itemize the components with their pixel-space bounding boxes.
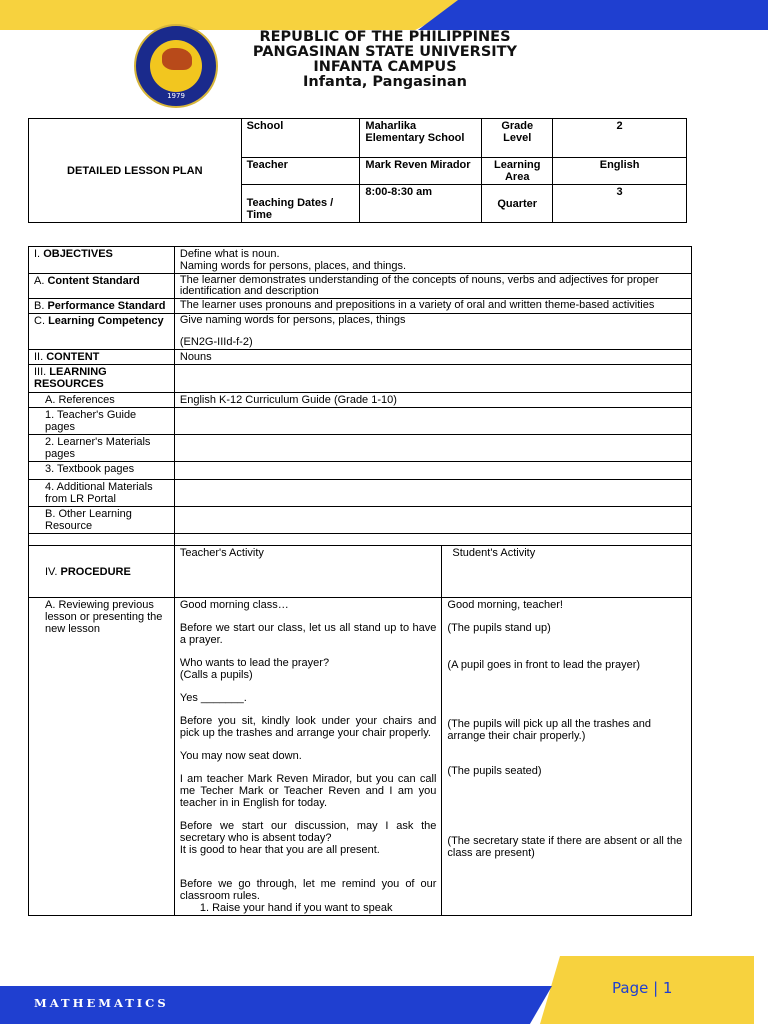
performance-standard-value: The learner uses pronouns and prepositions in a variety of oral and written theme-based activities bbox=[174, 299, 691, 314]
resources-label: LEARNING RESOURCES bbox=[34, 366, 107, 390]
teachers-guide-row bbox=[29, 408, 692, 435]
teacher-line-7: I am teacher Mark Reven Mirador, but you can call me Techer Mark or Teacher Reven and I am you teacher in in English for today. bbox=[179, 773, 437, 809]
top-blue-band bbox=[418, 0, 768, 30]
procedure-label: PROCEDURE bbox=[60, 565, 131, 578]
performance-standard-prefix: B. bbox=[34, 300, 45, 312]
teacher-line-8a: Before we start our discussion, may I ask the secretary who is absent today? bbox=[179, 820, 437, 844]
review-row bbox=[29, 598, 692, 916]
learners-materials-row bbox=[29, 435, 692, 462]
textbook-row bbox=[29, 462, 692, 480]
content-standard-row bbox=[29, 274, 692, 299]
competency-line1: Give naming words for persons, places, things bbox=[179, 314, 406, 326]
references-label: A. References bbox=[29, 393, 175, 408]
performance-standard-row bbox=[29, 299, 692, 314]
teacher-line-2: Before we start our class, let us all stand up to have a prayer. bbox=[179, 622, 437, 646]
objectives-line1: Define what is noun. bbox=[179, 248, 280, 260]
procedure-row bbox=[29, 546, 692, 598]
header-location: Infanta, Pangasinan bbox=[303, 74, 467, 90]
school-value: Maharlika Elementary School bbox=[360, 119, 482, 158]
dates-label: Teaching Dates / Time bbox=[241, 185, 360, 223]
teacher-activity-header: Teacher's Activity bbox=[174, 546, 442, 598]
references-row bbox=[29, 393, 692, 408]
area-value: English bbox=[553, 158, 687, 185]
teacher-activity-column bbox=[174, 598, 442, 916]
student-line-3: (A pupil goes in front to lead the prayer) bbox=[447, 659, 641, 671]
spacer-row bbox=[29, 534, 692, 546]
teacher-line-5: Before you sit, kindly look under your chairs and pick up the trashes and arrange your chair properly. bbox=[179, 715, 437, 739]
school-label: School bbox=[241, 119, 360, 158]
competency-prefix: C. bbox=[34, 315, 45, 327]
teacher-line-4: Yes _______. bbox=[179, 692, 247, 704]
resources-prefix: III. bbox=[34, 366, 47, 378]
area-label: Learning Area bbox=[482, 158, 553, 185]
dates-value: 8:00-8:30 am bbox=[360, 185, 482, 223]
competency-label: Learning Competency bbox=[48, 315, 164, 327]
competency-row bbox=[29, 314, 692, 350]
teacher-value: Mark Reven Mirador bbox=[360, 158, 482, 185]
content-standard-label: Content Standard bbox=[47, 275, 140, 287]
document-header bbox=[230, 30, 540, 90]
lesson-info-table bbox=[28, 118, 687, 223]
student-line-2: (The pupils stand up) bbox=[447, 622, 551, 634]
teacher-line-3a: Who wants to lead the prayer? bbox=[179, 657, 330, 669]
header-campus: INFANTA CAMPUS bbox=[313, 59, 457, 75]
teacher-line-10: 1. Raise your hand if you want to speak bbox=[199, 902, 393, 914]
university-seal-logo bbox=[134, 24, 218, 108]
student-line-6: (The pupils seated) bbox=[447, 765, 542, 777]
objectives-line2: Naming words for persons, places, and things. bbox=[179, 260, 407, 272]
quarter-value: 3 bbox=[553, 185, 687, 223]
header-university: PANGASINAN STATE UNIVERSITY bbox=[252, 44, 518, 60]
other-resource-label: B. Other Learning Resource bbox=[29, 507, 175, 534]
lion-icon bbox=[162, 48, 192, 70]
student-activity-header: Student's Activity bbox=[442, 546, 692, 598]
teacher-label: Teacher bbox=[241, 158, 360, 185]
grade-value: 2 bbox=[553, 119, 687, 158]
teacher-line-6: You may now seat down. bbox=[179, 750, 302, 762]
student-line-1: Good morning, teacher! bbox=[447, 599, 563, 611]
content-standard-value: The learner demonstrates understanding of the concepts of nouns, verbs and adjectives for proper identification and description bbox=[174, 274, 691, 299]
objectives-label: OBJECTIVES bbox=[43, 248, 113, 260]
content-row bbox=[29, 350, 692, 365]
additional-materials-label: 4. Additional Materials from LR Portal bbox=[29, 480, 175, 507]
lesson-plan-title: DETAILED LESSON PLAN bbox=[29, 119, 242, 223]
teacher-line-8b: It is good to hear that you are all present. bbox=[179, 844, 380, 856]
student-activity-column bbox=[442, 598, 692, 916]
grade-label: Grade Level bbox=[482, 119, 553, 158]
teachers-guide-label: 1. Teacher's Guide pages bbox=[29, 408, 175, 435]
seal-year: 1979 bbox=[167, 92, 185, 100]
teacher-line-3b: (Calls a pupils) bbox=[179, 669, 253, 681]
objectives-prefix: I. bbox=[34, 248, 41, 260]
procedure-prefix: IV. bbox=[45, 565, 58, 578]
content-label: CONTENT bbox=[46, 351, 100, 363]
content-standard-prefix: A. bbox=[34, 275, 45, 287]
teacher-line-1: Good morning class… bbox=[179, 599, 289, 611]
review-label: A. Reviewing previous lesson or presenting the new lesson bbox=[29, 598, 175, 916]
top-yellow-band bbox=[0, 0, 472, 30]
content-value: Nouns bbox=[174, 350, 691, 365]
other-resource-row bbox=[29, 507, 692, 534]
lesson-plan-table bbox=[28, 246, 692, 916]
resources-row bbox=[29, 365, 692, 393]
footer-subject: MATHEMATICS bbox=[34, 996, 169, 1010]
student-line-5: (The pupils will pick up all the trashes and arrange their chair properly.) bbox=[447, 718, 652, 742]
additional-materials-row bbox=[29, 480, 692, 507]
performance-standard-label: Performance Standard bbox=[47, 300, 166, 312]
teacher-line-9: Before we go through, let me remind you of our classroom rules. bbox=[179, 878, 437, 902]
content-prefix: II. bbox=[34, 351, 44, 363]
textbook-label: 3. Textbook pages bbox=[29, 462, 175, 480]
competency-code: (EN2G-IIId-f-2) bbox=[179, 336, 253, 348]
student-line-8: (The secretary state if there are absent or all the class are present) bbox=[447, 835, 683, 859]
learners-materials-label: 2. Learner's Materials pages bbox=[29, 435, 175, 462]
page-number: Page | 1 bbox=[612, 979, 673, 997]
quarter-label: Quarter bbox=[482, 185, 553, 223]
references-value: English K-12 Curriculum Guide (Grade 1-10) bbox=[174, 393, 691, 408]
header-republic: REPUBLIC OF THE PHILIPPINES bbox=[259, 29, 511, 45]
objectives-row bbox=[29, 247, 692, 274]
